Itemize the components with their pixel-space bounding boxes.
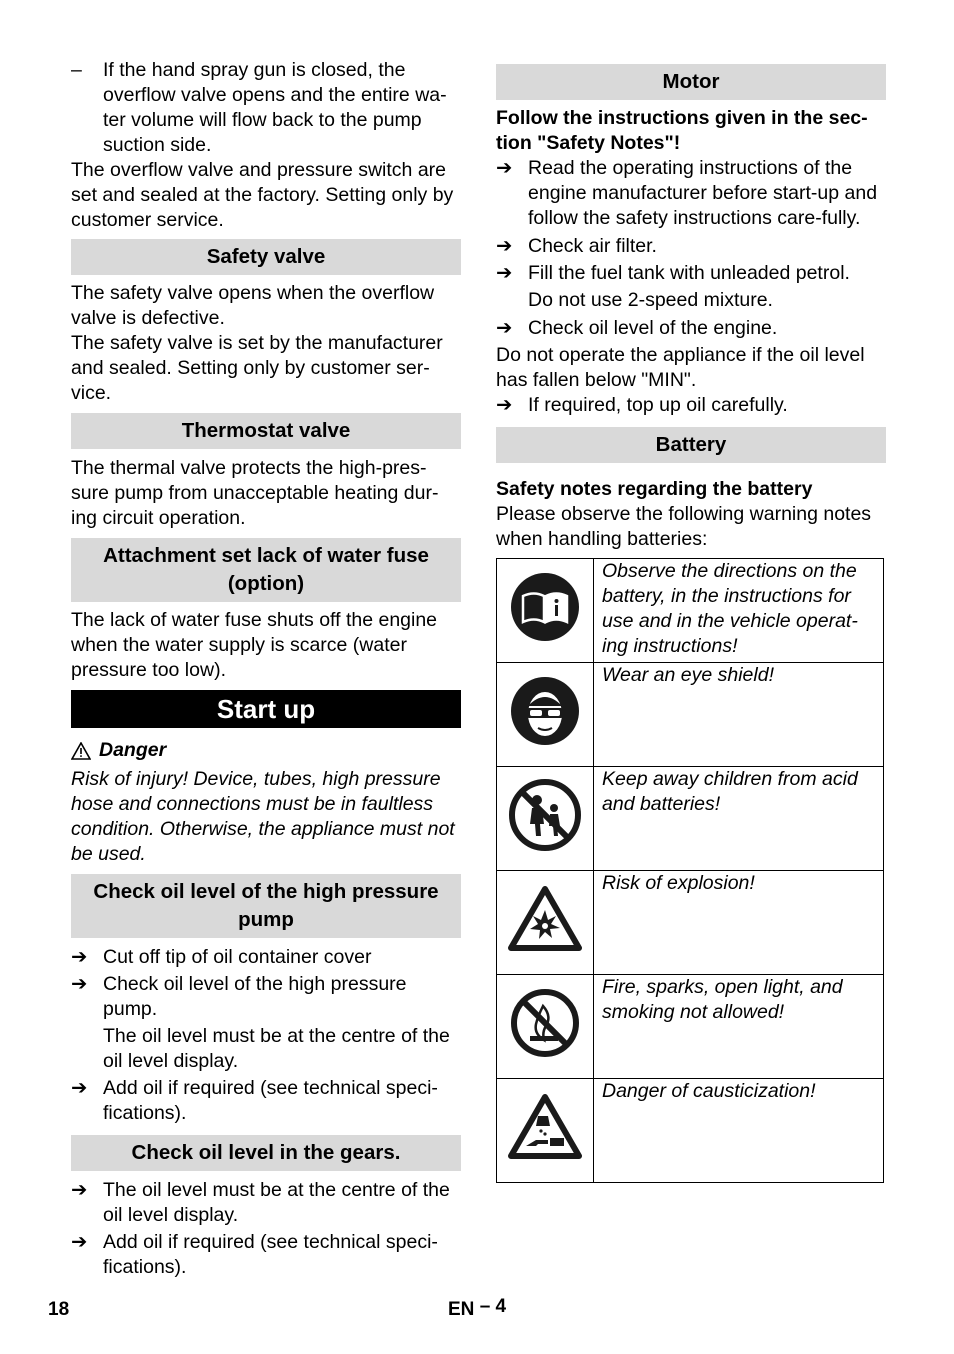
list-item bbox=[496, 316, 886, 341]
list-item bbox=[71, 972, 461, 1074]
symbol-cell bbox=[497, 975, 594, 1079]
section-header-thermostat-valve: Thermostat valve bbox=[71, 413, 461, 449]
symbol-text: Risk of explosion! bbox=[594, 871, 884, 975]
battery-subheading: Safety notes regarding the battery bbox=[496, 478, 813, 500]
step-text: Add oil if required (see technical speci-fications). bbox=[103, 1231, 438, 1278]
arrow-bullet-icon: ➔ bbox=[71, 973, 88, 995]
warning-triangle-icon bbox=[71, 742, 91, 760]
corrosive-warning-icon bbox=[508, 1094, 582, 1160]
step-text: Read the operating instructions of the engine manufacturer before start-up and follow the safety instructions care-fully. bbox=[528, 157, 878, 229]
list-item bbox=[496, 156, 886, 231]
step-note: The oil level must be at the centre of the oil level display. bbox=[103, 1025, 450, 1072]
intro-paragraph: The overflow valve and pressure switch are set and sealed at the factory. Setting only by customer service. bbox=[71, 159, 454, 231]
motor-intro: Follow the instructions given in the sec-tion "Safety Notes"! bbox=[496, 107, 868, 154]
dash-bullet: – bbox=[71, 59, 82, 81]
table-row bbox=[497, 559, 884, 663]
list-item bbox=[496, 234, 886, 259]
symbol-text: Wear an eye shield! bbox=[594, 663, 884, 767]
arrow-bullet-icon: ➔ bbox=[71, 946, 88, 968]
page-language-marker bbox=[448, 1297, 506, 1322]
manual-info-icon bbox=[510, 572, 580, 642]
step-text: Check oil level of the engine. bbox=[528, 317, 778, 339]
arrow-bullet-icon: ➔ bbox=[71, 1077, 88, 1099]
section-header-motor: Motor bbox=[496, 64, 886, 100]
danger-text: Risk of injury! Device, tubes, high pressure hose and connections must be in faultless condition. Otherwise, the appliance must not be used. bbox=[71, 768, 455, 865]
list-item bbox=[71, 1076, 461, 1126]
danger-label bbox=[71, 738, 461, 763]
step-note: Do not use 2-speed mixture. bbox=[528, 289, 773, 311]
arrow-bullet-icon: ➔ bbox=[496, 262, 513, 284]
list-item bbox=[71, 1178, 461, 1228]
paragraph: Please observe the following warning notes when handling batteries: bbox=[496, 503, 872, 550]
arrow-bullet-icon: ➔ bbox=[71, 1231, 88, 1253]
symbol-cell bbox=[497, 1079, 594, 1183]
paragraph: The thermal valve protects the high-pres-sure pump from unacceptable heating dur-ing circuit operation. bbox=[71, 457, 439, 529]
table-row bbox=[497, 1079, 884, 1183]
chapter-header-start-up: Start up bbox=[71, 690, 461, 728]
symbol-cell bbox=[497, 767, 594, 871]
arrow-bullet-icon: ➔ bbox=[496, 157, 513, 179]
sub-page-number: – 4 bbox=[479, 1296, 507, 1317]
symbol-cell bbox=[497, 559, 594, 663]
arrow-bullet-icon: ➔ bbox=[71, 1179, 88, 1201]
no-smoking-fire-icon bbox=[510, 988, 580, 1058]
symbol-cell bbox=[497, 871, 594, 975]
arrow-bullet-icon: ➔ bbox=[496, 317, 513, 339]
symbol-text: Fire, sparks, open light, and smoking not allowed! bbox=[594, 975, 884, 1079]
table-row bbox=[497, 871, 884, 975]
section-header-attachment-set: Attachment set lack of water fuse (option) bbox=[71, 538, 461, 602]
step-text: The oil level must be at the centre of the oil level display. bbox=[103, 1179, 450, 1226]
eye-shield-icon bbox=[510, 676, 580, 746]
list-item bbox=[71, 945, 461, 970]
right-column bbox=[496, 64, 886, 1183]
page-number: 18 bbox=[48, 1299, 70, 1320]
arrow-bullet-icon: ➔ bbox=[496, 394, 513, 416]
no-children-icon bbox=[508, 778, 582, 852]
table-row bbox=[497, 975, 884, 1079]
symbol-text: Danger of causticization! bbox=[594, 1079, 884, 1183]
paragraph: The lack of water fuse shuts off the engine when the water supply is scarce (water pressure too low). bbox=[71, 609, 438, 681]
section-header-check-oil-pump: Check oil level of the high pressure pump bbox=[71, 874, 461, 938]
symbol-text: Keep away children from acid and batteries! bbox=[594, 767, 884, 871]
step-text: Check air filter. bbox=[528, 235, 657, 257]
step-text: Add oil if required (see technical speci-fications). bbox=[103, 1077, 438, 1124]
list-item bbox=[71, 1230, 461, 1280]
paragraph: Do not operate the appliance if the oil level has fallen below "MIN". bbox=[496, 344, 865, 391]
list-item bbox=[71, 58, 461, 158]
symbol-cell bbox=[497, 663, 594, 767]
step-text: Check oil level of the high pressure pump. bbox=[103, 973, 407, 1020]
list-item bbox=[496, 261, 886, 313]
section-header-safety-valve: Safety valve bbox=[71, 239, 461, 275]
battery-symbol-table bbox=[496, 558, 884, 1183]
section-header-battery: Battery bbox=[496, 427, 886, 463]
step-text: Fill the fuel tank with unleaded petrol. bbox=[528, 262, 850, 284]
list-item bbox=[496, 393, 886, 418]
section-header-check-oil-gears: Check oil level in the gears. bbox=[71, 1135, 461, 1171]
left-column bbox=[71, 58, 461, 1280]
step-text: Cut off tip of oil container cover bbox=[103, 946, 372, 968]
paragraph: The safety valve is set by the manufacturer and sealed. Setting only by customer ser-vice. bbox=[71, 332, 443, 404]
table-row bbox=[497, 663, 884, 767]
danger-label-text: Danger bbox=[99, 739, 167, 761]
intro-dash-text: If the hand spray gun is closed, the overflow valve opens and the entire wa-ter volume will flow back to the pump suction side. bbox=[103, 59, 447, 156]
paragraph: The safety valve opens when the overflow valve is defective. bbox=[71, 282, 435, 329]
language-code: EN bbox=[448, 1299, 475, 1320]
step-text: If required, top up oil carefully. bbox=[528, 394, 788, 416]
symbol-text: Observe the directions on the battery, in the instructions for use and in the vehicle operat-ing instructions! bbox=[594, 559, 884, 663]
explosion-warning-icon bbox=[508, 886, 582, 952]
table-row bbox=[497, 767, 884, 871]
arrow-bullet-icon: ➔ bbox=[496, 235, 513, 257]
